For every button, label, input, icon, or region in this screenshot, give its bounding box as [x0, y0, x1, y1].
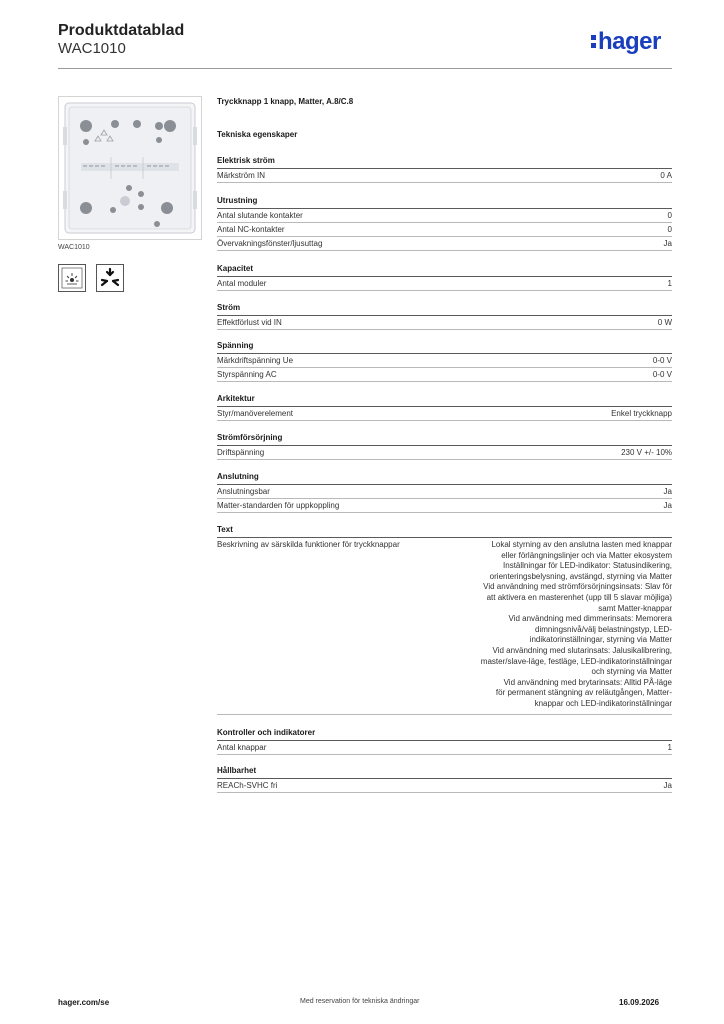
spec-value: 1	[667, 279, 672, 288]
spec-row	[217, 277, 672, 291]
product-name: Tryckknapp 1 knapp, Matter, A.8/C.8	[217, 97, 354, 106]
spec-value-line: samt Matter-knappar	[598, 603, 672, 613]
spec-value: Ja	[663, 239, 672, 248]
spec-value: Ja	[663, 487, 672, 496]
product-image	[58, 96, 202, 240]
spec-label: Märkström IN	[217, 171, 265, 180]
spec-label: REACh-SVHC fri	[217, 781, 278, 790]
section-title: Strömförsörjning	[217, 433, 283, 442]
footer-disclaimer: Med reservation för tekniska ändringar	[300, 998, 420, 1005]
spec-label: Anslutningsbar	[217, 487, 270, 496]
spec-value-line: att aktivera en masterenhet (upp till 5 slavar möjliga)	[486, 592, 672, 602]
section-title: Arkitektur	[217, 394, 255, 403]
logo-mark-icon	[591, 31, 596, 51]
spec-value-line: dimningsnivå/välj belastningstyp, LED-	[535, 624, 672, 634]
spec-row	[217, 485, 672, 499]
spec-value-line: och styrning via Matter	[591, 667, 672, 677]
spec-value: 0-0 V	[652, 370, 672, 379]
spec-section-electric-current	[217, 156, 672, 183]
push-button-illustration	[59, 97, 201, 239]
spec-section-controls-indicators	[217, 728, 672, 755]
section-title: Kontroller och indikatorer	[217, 728, 316, 737]
document-title: Produktdatablad	[58, 22, 185, 39]
spec-label: Antal NC-kontakter	[217, 225, 285, 234]
section-title: Elektrisk ström	[217, 156, 275, 165]
hager-logo	[591, 28, 661, 56]
product-image-caption: WAC1010	[58, 244, 90, 251]
spec-value: 0	[667, 211, 672, 220]
spec-section-power-supply	[217, 433, 672, 460]
spec-value-line: Inställningar för LED-indikator: Statusindikering,	[503, 561, 672, 571]
spec-value: 0	[667, 225, 672, 234]
logo-text: hager	[598, 28, 661, 55]
spec-row	[217, 237, 672, 251]
spec-label: Antal moduler	[217, 279, 267, 288]
section-title: Spänning	[217, 341, 254, 350]
spec-value-line: för permanent stängning av reläutgången, Matter-	[495, 688, 672, 698]
spec-section-architecture	[217, 394, 672, 421]
spec-value-line: Vid användning med slutarinsats: Jalusikalibrering,	[492, 645, 672, 655]
section-title: Ström	[217, 303, 241, 312]
spec-value-line: indikatorinställningar, styrning via Matter	[529, 635, 672, 645]
spec-row	[217, 368, 672, 382]
spec-value-line: Vid användning med strömförsörjningsinsats: Slav för	[483, 582, 672, 592]
spec-row	[217, 209, 672, 223]
spec-label: Styr/manöverelement	[217, 409, 294, 418]
spec-section-sustainability	[217, 766, 672, 793]
spec-row	[217, 446, 672, 460]
spec-label: Driftspänning	[217, 448, 265, 457]
spec-row	[217, 538, 672, 715]
matter-logo-icon	[96, 264, 124, 292]
section-title: Utrustning	[217, 196, 258, 205]
spec-value: Ja	[663, 781, 672, 790]
spec-section-text	[217, 525, 672, 715]
section-title: Hållbarhet	[217, 766, 257, 775]
spec-value-line: knappar och LED-indikatorinställningar	[534, 698, 672, 708]
spec-section-connection	[217, 472, 672, 513]
spec-value-line: orienteringsbelysning, avstängd, styrning via Matter	[489, 571, 672, 581]
spec-value: 1	[667, 743, 672, 752]
spec-label: Märkdriftspänning Ue	[217, 356, 294, 365]
spec-value: 230 V +/- 10%	[621, 448, 672, 457]
spec-section-current	[217, 303, 672, 330]
spec-row	[217, 779, 672, 793]
footer-date: 16.09.2026	[619, 998, 660, 1007]
spec-value: 0 A	[660, 171, 672, 180]
spec-section-equipment	[217, 196, 672, 251]
spec-value-line: Vid användning med dimmerinsats: Memorera	[508, 614, 672, 624]
section-title: Kapacitet	[217, 264, 254, 273]
spec-label: Beskrivning av särskilda funktioner för tryckknappar	[217, 540, 400, 549]
footer-website: hager.com/se	[58, 998, 110, 1007]
spec-value-multiline	[436, 540, 672, 710]
spec-label: Övervakningsfönster/ljusuttag	[217, 239, 323, 248]
spec-row	[217, 354, 672, 368]
spec-row	[217, 741, 672, 755]
spec-label: Antal knappar	[217, 743, 267, 752]
spec-label: Effektförlust vid IN	[217, 318, 282, 327]
spec-value-line: Lokal styrning av den anslutna lasten med knappar	[491, 540, 672, 549]
spec-value: Ja	[663, 501, 672, 510]
section-title: Text	[217, 525, 233, 534]
spec-value: 0 W	[657, 318, 672, 327]
spec-section-voltage	[217, 341, 672, 382]
spec-row	[217, 316, 672, 330]
product-code: WAC1010	[58, 40, 126, 57]
spec-row	[217, 407, 672, 421]
spec-row	[217, 223, 672, 237]
spec-value-line: eller förlängningslinjer och via Matter ekosystem	[501, 550, 672, 560]
spec-row	[217, 169, 672, 183]
led-indicator-icon	[58, 264, 86, 292]
technical-properties-title: Tekniska egenskaper	[217, 130, 298, 139]
spec-value: Enkel tryckknapp	[611, 409, 672, 418]
spec-section-capacity	[217, 264, 672, 291]
section-title: Anslutning	[217, 472, 259, 481]
spec-value: 0-0 V	[652, 356, 672, 365]
spec-label: Antal slutande kontakter	[217, 211, 303, 220]
header-divider	[58, 68, 672, 69]
spec-label: Matter-standarden för uppkoppling	[217, 501, 340, 510]
spec-label: Styrspänning AC	[217, 370, 277, 379]
spec-value-line: Vid användning med brytarinsats: Alltid PÅ-läge	[503, 677, 672, 687]
spec-row	[217, 499, 672, 513]
spec-value-line: master/slave-läge, festläge, LED-indikatorinställningar	[480, 656, 672, 666]
